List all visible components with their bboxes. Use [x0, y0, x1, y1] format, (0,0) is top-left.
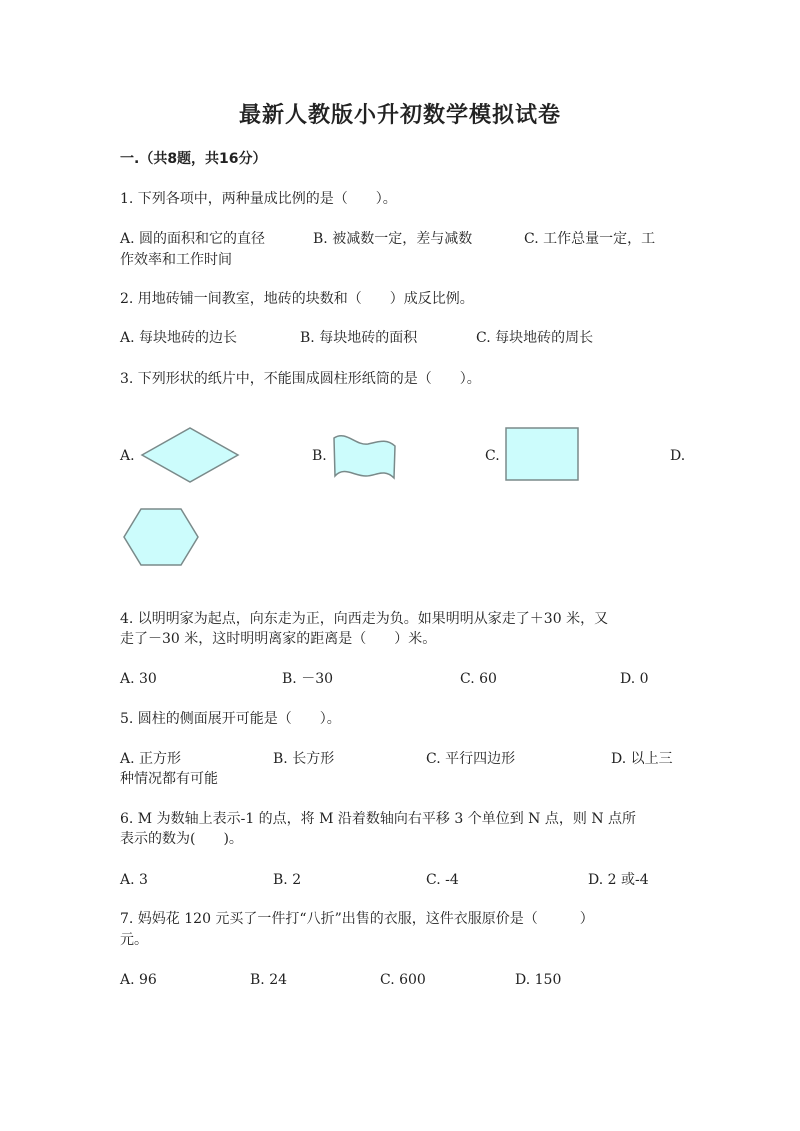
question-1-option-a: A. 圆的面积和它的直径 [120, 231, 266, 247]
question-4-option-a: A. 30 [120, 671, 157, 687]
question-6-option-c: C. -4 [426, 872, 459, 888]
question-5-option-a: A. 正方形 [120, 751, 182, 767]
question-5-stem: 5. 圆柱的侧面展开可能是（ ）。 [120, 711, 341, 727]
question-1-option-c: C. 工作总量一定，工 [524, 231, 656, 247]
question-7-stem-line2: 元。 [120, 932, 148, 948]
rectangle-shape [505, 427, 579, 481]
question-4-stem-line2: 走了－30 米，这时明明离家的距离是（ ）米。 [120, 631, 437, 647]
page-title: 最新人教版小升初数学模拟试卷 [238, 103, 561, 128]
question-3-option-d: D. [670, 448, 686, 464]
question-7-option-d: D. 150 [515, 972, 562, 988]
question-7-option-a: A. 96 [120, 972, 157, 988]
section-heading: 一.（共8题，共16分） [120, 151, 267, 167]
question-4-option-d: D. 0 [620, 671, 649, 687]
question-6-stem-line2: 表示的数为( )。 [120, 831, 243, 847]
question-7-option-b: B. 24 [250, 972, 288, 988]
question-5-option-c: C. 平行四边形 [426, 751, 516, 767]
question-6-option-a: A. 3 [120, 872, 148, 888]
question-2-option-b: B. 每块地砖的面积 [300, 330, 418, 346]
question-3-option-a: A. [120, 448, 135, 464]
question-2-option-a: A. 每块地砖的边长 [120, 330, 238, 346]
question-4-option-b: B. －30 [282, 671, 334, 687]
question-2-stem: 2. 用地砖铺一间教室，地砖的块数和（ ）成反比例。 [120, 291, 474, 307]
question-6-option-d: D. 2 或-4 [588, 872, 649, 888]
question-7-stem-line1: 7. 妈妈花 120 元买了一件打“八折”出售的衣服，这件衣服原价是（ ） [120, 911, 594, 927]
question-4-option-c: C. 60 [460, 671, 497, 687]
question-3-stem: 3. 下列形状的纸片中，不能围成圆柱形纸筒的是（ ）。 [120, 371, 481, 387]
question-2-option-c: C. 每块地砖的周长 [476, 330, 594, 346]
question-5-option-d-cont: 种情况都有可能 [120, 771, 218, 787]
question-1-option-c-cont: 作效率和工作时间 [120, 252, 232, 268]
question-3-option-b: B. [312, 448, 327, 464]
question-6-stem-line1: 6. M 为数轴上表示-1 的点，将 M 沿着数轴向右平移 3 个单位到 N 点，则 N 点所 [120, 811, 637, 827]
question-1-stem: 1. 下列各项中，两种量成比例的是（ ）。 [120, 191, 397, 207]
question-4-stem-line1: 4. 以明明家为起点，向东走为正，向西走为负。如果明明从家走了＋30 米，又 [120, 611, 609, 627]
hexagon-shape [122, 507, 200, 567]
question-1-option-b: B. 被减数一定，差与减数 [313, 231, 473, 247]
question-6-option-b: B. 2 [273, 872, 302, 888]
question-5-option-d: D. 以上三 [611, 751, 673, 767]
question-7-option-c: C. 600 [380, 972, 426, 988]
question-5-option-b: B. 长方形 [273, 751, 335, 767]
rhombus-shape [140, 426, 240, 484]
wavy-paper-shape [332, 432, 398, 482]
question-3-option-c: C. [485, 448, 500, 464]
